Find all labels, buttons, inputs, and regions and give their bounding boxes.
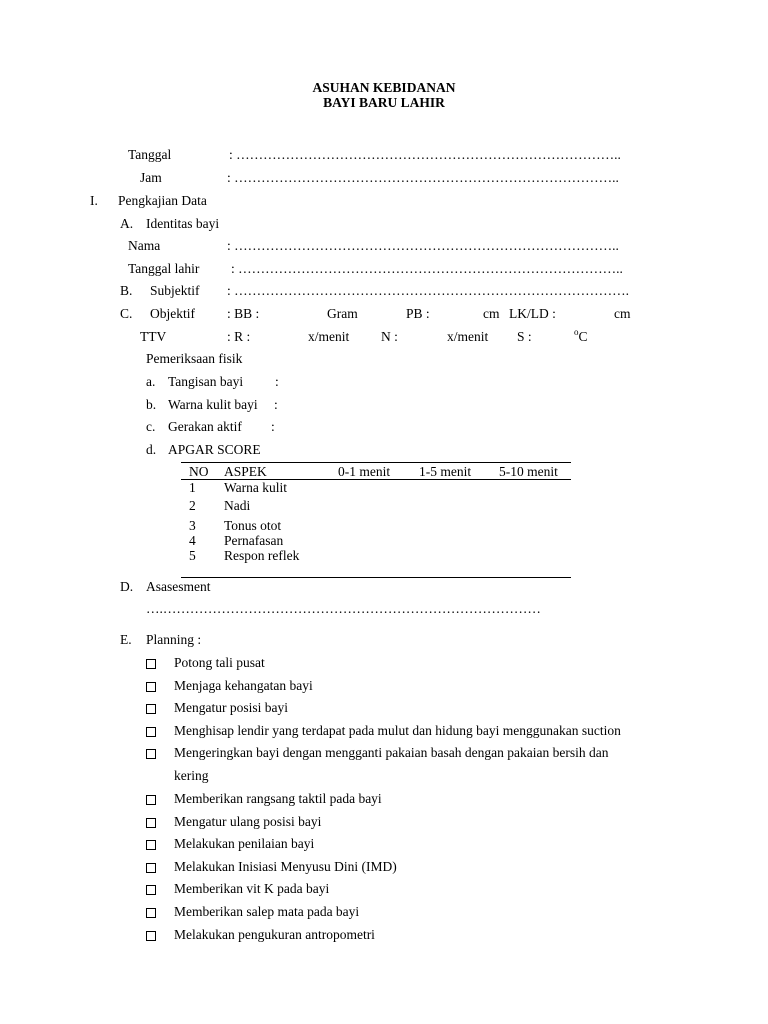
planning-item: Memberikan rangsang taktil pada bayi — [174, 791, 382, 806]
apgar-header-aspek: ASPEK — [224, 464, 267, 479]
respirasi-unit: x/menit — [308, 329, 350, 344]
pb-label: PB : — [406, 306, 430, 321]
planning-item: Menjaga kehangatan bayi — [174, 678, 313, 693]
planning-item: Memberikan vit K pada bayi — [174, 881, 330, 896]
asasesment-letter: D. — [120, 579, 134, 594]
checkbox-icon[interactable] — [146, 795, 156, 805]
pemeriksaan-fisik-label: Pemeriksaan fisik — [146, 351, 243, 366]
nama-value: : ………………………………………………………………………….. — [227, 238, 619, 253]
jam-value: : ………………………………………………………………………….. — [227, 170, 619, 185]
planning-label: Planning : — [146, 632, 202, 647]
celsius-letter: C — [578, 329, 588, 344]
degree-symbol: o — [574, 327, 579, 337]
planning-item: Menghisap lendir yang terdapat pada mulut dan hidung bayi menggunakan suction — [174, 723, 621, 738]
apgar-row-no: 5 — [189, 548, 196, 563]
apgar-row-no: 4 — [189, 533, 196, 548]
checkbox-icon[interactable] — [146, 863, 156, 873]
cm-unit-lkld: cm — [614, 306, 631, 321]
suhu-label: S : — [517, 329, 532, 344]
subjektif-value: : ……………………………………………………………………………. — [227, 283, 630, 298]
apgar-header-0-1: 0-1 menit — [338, 464, 391, 479]
apgar-row-aspek: Tonus otot — [224, 518, 282, 533]
item-a-colon: : — [275, 374, 279, 389]
planning-item-continuation: kering — [174, 768, 209, 783]
suhu-unit — [574, 327, 588, 344]
apgar-header-1-5: 1-5 menit — [419, 464, 472, 479]
tanggal-value: : ………………………………………………………………………….. — [229, 147, 621, 162]
item-a-letter: a. — [146, 374, 156, 389]
item-b-label: Warna kulit bayi — [168, 397, 258, 412]
asasesment-label: Asasesment — [146, 579, 211, 594]
objektif-letter: C. — [120, 306, 133, 321]
planning-item: Melakukan penilaian bayi — [174, 836, 315, 851]
checkbox-icon[interactable] — [146, 840, 156, 850]
tanggal-lahir-label: Tanggal lahir — [128, 261, 200, 276]
asasesment-dots: ….………………………………………………………………………… — [146, 601, 541, 616]
item-a-label: Tangisan bayi — [168, 374, 244, 389]
planning-item: Melakukan Inisiasi Menyusu Dini (IMD) — [174, 859, 397, 874]
checkbox-icon[interactable] — [146, 727, 156, 737]
item-c-label: Gerakan aktif — [168, 419, 242, 434]
doc-title-line1: ASUHAN KEBIDANAN — [312, 80, 456, 95]
item-b-letter: b. — [146, 397, 157, 412]
item-d-label: APGAR SCORE — [168, 442, 261, 457]
subjektif-letter: B. — [120, 283, 133, 298]
checkbox-icon[interactable] — [146, 931, 156, 941]
apgar-header-no: NO — [189, 464, 209, 479]
checkbox-icon[interactable] — [146, 704, 156, 714]
checkbox-icon[interactable] — [146, 749, 156, 759]
apgar-row-aspek: Respon reflek — [224, 548, 300, 563]
bb-label: : BB : — [227, 306, 260, 321]
nama-label: Nama — [128, 238, 161, 253]
ttv-label: TTV — [140, 329, 167, 344]
jam-label: Jam — [140, 170, 162, 185]
nadi-unit: x/menit — [447, 329, 489, 344]
item-c-colon: : — [271, 419, 275, 434]
apgar-row-aspek: Pernafasan — [224, 533, 284, 548]
planning-item: Mengeringkan bayi dengan mengganti pakaian basah dengan pakaian bersih dan — [174, 745, 609, 760]
apgar-table-bottom-rule — [181, 577, 571, 578]
item-b-colon: : — [274, 397, 278, 412]
section-title: Pengkajian Data — [118, 193, 207, 208]
planning-item: Potong tali pusat — [174, 655, 265, 670]
planning-item: Memberikan salep mata pada bayi — [174, 904, 360, 919]
item-c-letter: c. — [146, 419, 156, 434]
checkbox-icon[interactable] — [146, 818, 156, 828]
apgar-row-aspek: Nadi — [224, 498, 251, 513]
apgar-row-no: 3 — [189, 518, 196, 533]
subjektif-label: Subjektif — [150, 283, 200, 298]
section-number: I. — [90, 193, 98, 208]
checkbox-icon[interactable] — [146, 885, 156, 895]
tanggal-lahir-value: : ………………………………………………………………………….. — [231, 261, 623, 276]
apgar-row-no: 2 — [189, 498, 196, 513]
apgar-table-top-rule — [181, 462, 571, 463]
apgar-row-no: 1 — [189, 480, 196, 495]
tanggal-label: Tanggal — [128, 147, 172, 162]
planning-letter: E. — [120, 632, 132, 647]
planning-item: Mengatur ulang posisi bayi — [174, 814, 322, 829]
planning-item: Mengatur posisi bayi — [174, 700, 288, 715]
checkbox-icon[interactable] — [146, 659, 156, 669]
checkbox-icon[interactable] — [146, 908, 156, 918]
nadi-label: N : — [381, 329, 398, 344]
cm-unit-pb: cm — [483, 306, 500, 321]
objektif-label: Objektif — [150, 306, 195, 321]
respirasi-label: : R : — [227, 329, 251, 344]
apgar-header-5-10: 5-10 menit — [499, 464, 558, 479]
identitas-label: Identitas bayi — [146, 216, 220, 231]
apgar-row-aspek: Warna kulit — [224, 480, 288, 495]
gram-unit: Gram — [327, 306, 358, 321]
identitas-letter: A. — [120, 216, 134, 231]
planning-item: Melakukan pengukuran antropometri — [174, 927, 375, 942]
checkbox-icon[interactable] — [146, 682, 156, 692]
lkld-label: LK/LD : — [509, 306, 556, 321]
item-d-letter: d. — [146, 442, 157, 457]
doc-title-line2: BAYI BARU LAHIR — [323, 95, 445, 110]
